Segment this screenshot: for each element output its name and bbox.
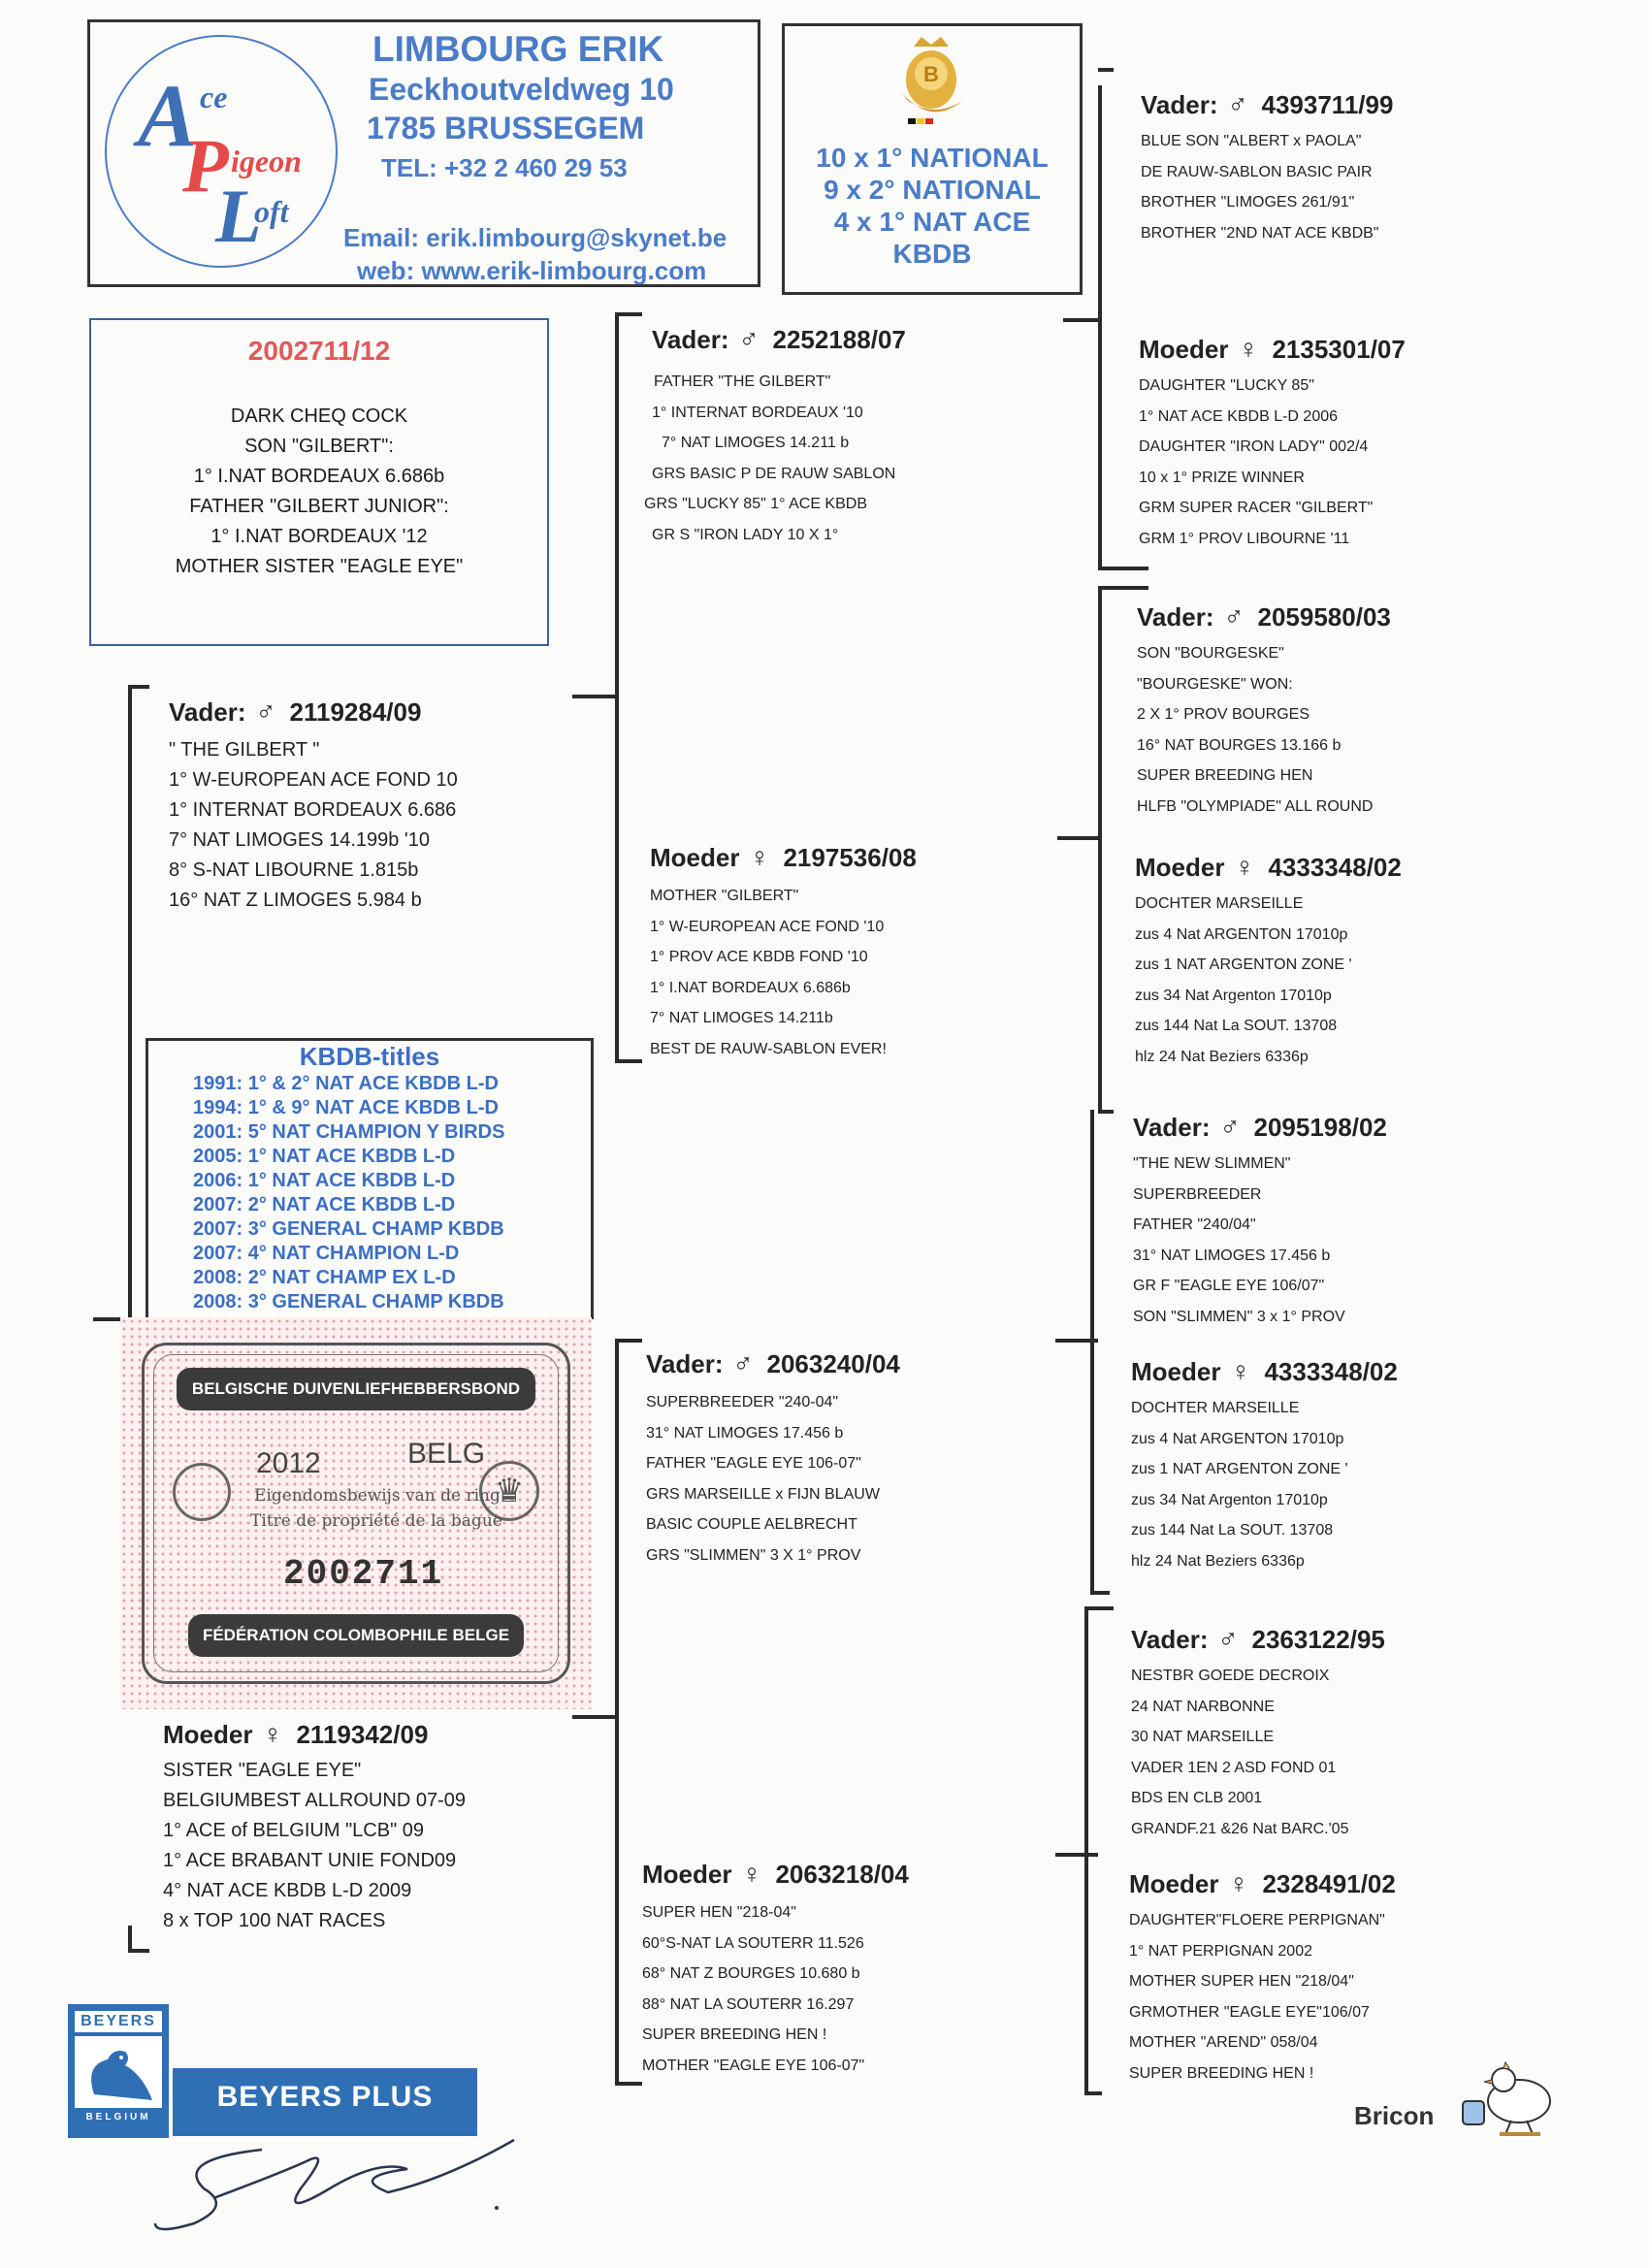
dam-ring: 2119342/09	[296, 1720, 429, 1749]
svg-text:B: B	[923, 62, 939, 86]
gen3-line: DAUGHTER "LUCKY 85"	[1139, 377, 1314, 394]
bricon-pigeon-icon	[1447, 2060, 1564, 2138]
great-grandparent-entry	[1137, 601, 1391, 822]
sire-line: 16° NAT Z LIMOGES 5.984 b	[169, 890, 422, 911]
ring-card-line1: Eigendomsbewijs van de ring	[254, 1486, 501, 1506]
dam-line: 8 x TOP 100 NAT RACES	[163, 1910, 386, 1931]
subject-line: FATHER "GILBERT JUNIOR":	[189, 496, 449, 517]
gen3-line: DOCHTER MARSEILLE	[1135, 895, 1304, 912]
kbdb-title-item: 2007: 3° GENERAL CHAMP KBDB	[193, 1218, 504, 1240]
female-icon: ♀	[1238, 334, 1259, 364]
gen2-line: GRS "SLIMMEN" 3 X 1° PROV	[646, 1546, 861, 1564]
great-grandparent-entry	[1129, 1868, 1396, 2089]
grandsire-maternal	[646, 1348, 900, 1571]
gen2-role: Moeder	[642, 1860, 732, 1889]
gen3-line: VADER 1EN 2 ASD FOND 01	[1131, 1759, 1337, 1776]
gen3-line: "BOURGESKE" WON:	[1137, 675, 1293, 693]
male-icon: ♂	[255, 697, 276, 727]
gen3-line: 30 NAT MARSEILLE	[1131, 1729, 1275, 1745]
breeder-name: LIMBOURG ERIK	[372, 29, 664, 69]
gen3-line: 24 NAT NARBONNE	[1131, 1698, 1275, 1715]
dam-entry	[163, 1719, 466, 1936]
great-grandparent-entry	[1133, 1112, 1387, 1332]
logo-text-oft: oft	[254, 194, 289, 229]
awards-list	[782, 142, 1083, 270]
gen3-ring: 2328491/02	[1262, 1869, 1396, 1898]
gen3-header	[1139, 334, 1406, 365]
gen3-role: Moeder	[1139, 335, 1229, 364]
gen3-line: BROTHER "LIMOGES 261/91"	[1141, 194, 1355, 211]
gen3-line: zus 34 Nat Argenton 17010p	[1135, 987, 1332, 1004]
great-grandparent-entry	[1131, 1624, 1385, 1844]
gen3-ring: 2135301/07	[1272, 335, 1406, 364]
breeder-email[interactable]: Email: erik.limbourg@skynet.be	[343, 223, 728, 252]
gen2-line: 1° INTERNAT BORDEAUX '10	[652, 404, 863, 421]
award-line: 9 x 2° NATIONAL	[824, 175, 1041, 205]
gen2-header	[652, 324, 906, 355]
gen3-line: MOTHER SUPER HEN "218/04"	[1129, 1973, 1354, 1990]
male-icon: ♂	[1227, 89, 1248, 119]
gen3-line: 10 x 1° PRIZE WINNER	[1139, 469, 1305, 486]
gen3-line: SUPERBREEDER	[1133, 1185, 1262, 1203]
ring-card-top-text: BELGISCHE DUIVENLIEFHEBBERSBOND	[191, 1379, 521, 1398]
gen3-line: MOTHER "AREND" 058/04	[1129, 2034, 1318, 2051]
gen3-header	[1131, 1624, 1385, 1655]
gen3-line: 16° NAT BOURGES 13.166 b	[1137, 736, 1342, 754]
gen2-header	[642, 1859, 909, 1890]
gen3-line: BDS EN CLB 2001	[1131, 1790, 1263, 1806]
ring-ownership-card	[120, 1317, 592, 1709]
gen2-line: BEST DE RAUW-SABLON EVER!	[650, 1040, 887, 1057]
gen3-line: zus 1 NAT ARGENTON ZONE '	[1131, 1461, 1348, 1477]
great-grandparent-entry	[1139, 334, 1406, 554]
great-grandparent-entry	[1135, 852, 1402, 1072]
male-icon: ♂	[1223, 601, 1245, 632]
dam-line: SISTER "EAGLE EYE"	[163, 1760, 362, 1781]
kbdb-title-item: 2006: 1° NAT ACE KBDB L-D	[193, 1170, 456, 1191]
female-icon: ♀	[262, 1719, 283, 1749]
gen2-line: 1° I.NAT BORDEAUX 6.686b	[650, 979, 851, 996]
kbdb-title-item: 2005: 1° NAT ACE KBDB L-D	[193, 1146, 456, 1167]
award-line: 10 x 1° NATIONAL	[816, 143, 1049, 173]
male-icon: ♂	[1219, 1112, 1241, 1142]
gen3-line: 2 X 1° PROV BOURGES	[1137, 706, 1310, 723]
gen3-line: 1° NAT ACE KBDB L-D 2006	[1139, 407, 1339, 425]
male-icon: ♂	[732, 1348, 754, 1378]
gen3-line: zus 144 Nat La SOUT. 13708	[1135, 1018, 1338, 1034]
subject-line: SON "GILBERT":	[244, 436, 394, 457]
gen2-line: FATHER "THE GILBERT"	[654, 373, 831, 390]
gen2-ring: 2252188/07	[772, 325, 906, 354]
logo-text-ce: ce	[200, 80, 228, 114]
gen3-role: Moeder	[1129, 1869, 1219, 1898]
breeder-phone: TEL: +32 2 460 29 53	[381, 153, 628, 182]
great-grandparent-entry	[1131, 1356, 1398, 1576]
breeder-street: Eeckhoutveldweg 10	[369, 72, 674, 107]
gen3-ring: 2059580/03	[1257, 602, 1391, 632]
gen2-header	[646, 1348, 900, 1379]
gen3-role: Vader:	[1141, 90, 1218, 119]
award-line: KBDB	[892, 239, 972, 269]
beyers-logo-text: BEYERS	[75, 2011, 162, 2032]
gen2-ring: 2197536/08	[783, 843, 917, 872]
gen3-role: Vader:	[1131, 1625, 1209, 1654]
gen2-ring: 2063240/04	[766, 1349, 900, 1378]
gen3-line: hlz 24 Nat Beziers 6336p	[1131, 1552, 1305, 1570]
sire-entry	[169, 697, 458, 916]
subject-ring-number: 2002711/12	[247, 336, 391, 366]
award-line: 4 x 1° NAT ACE	[833, 207, 1031, 237]
breeder-city: 1785 BRUSSEGEM	[367, 111, 645, 146]
ring-card-line2: Titre de propriété de la bague	[250, 1511, 502, 1531]
subject-line: 1° I.NAT BORDEAUX 6.686b	[193, 466, 445, 487]
gen3-line: zus 4 Nat ARGENTON 17010p	[1135, 925, 1348, 943]
female-icon: ♀	[749, 842, 770, 872]
gen2-line: SUPER HEN "218-04"	[642, 1904, 796, 1921]
female-icon: ♀	[741, 1859, 762, 1889]
dam-line: 1° ACE BRABANT UNIE FOND09	[163, 1850, 457, 1871]
gen3-line: "THE NEW SLIMMEN"	[1133, 1155, 1291, 1172]
sire-role: Vader:	[169, 697, 246, 727]
gen3-line: SON "SLIMMEN" 3 x 1° PROV	[1133, 1308, 1345, 1325]
logo-letter-p: P	[182, 123, 229, 208]
subject-box	[89, 318, 549, 646]
female-icon: ♀	[1230, 1356, 1251, 1386]
logo-text-igeon: igeon	[231, 144, 302, 178]
male-icon: ♂	[738, 324, 760, 354]
signature-icon	[136, 2130, 524, 2237]
gen3-line: GR F "EAGLE EYE 106/07"	[1133, 1278, 1325, 1294]
dam-line: BELGIUMBEST ALLROUND 07-09	[163, 1790, 466, 1811]
gen3-header	[1135, 852, 1402, 883]
female-icon: ♀	[1228, 1868, 1249, 1898]
gen3-line: FATHER "240/04"	[1133, 1216, 1256, 1233]
beyers-logo	[68, 2004, 169, 2138]
gen2-line: 7° NAT LIMOGES 14.211 b	[662, 435, 850, 451]
gen2-line: 68° NAT Z BOURGES 10.680 b	[642, 1965, 860, 1982]
gen2-line: 88° NAT LA SOUTERR 16.297	[642, 1995, 855, 2013]
gen2-line: 1° PROV ACE KBDB FOND '10	[650, 949, 868, 965]
gen2-line: FATHER "EAGLE EYE 106-07"	[646, 1455, 861, 1472]
ring-card-crown-icon: ♛	[479, 1461, 539, 1521]
subject-line: MOTHER SISTER "EAGLE EYE"	[175, 556, 464, 577]
gen3-line: BLUE SON "ALBERT x PAOLA"	[1141, 133, 1362, 149]
sire-line: 1° INTERNAT BORDEAUX 6.686	[169, 799, 457, 821]
gen2-line: MOTHER "EAGLE EYE 106-07"	[642, 2057, 865, 2074]
gen2-line: SUPERBREEDER "240-04"	[646, 1394, 839, 1410]
gen2-header	[650, 842, 917, 873]
gen2-role: Vader:	[652, 325, 729, 354]
subject-line: 1° I.NAT BORDEAUX '12	[210, 526, 428, 547]
kbdb-title-item: 2008: 2° NAT CHAMP EX L-D	[193, 1267, 456, 1288]
gen3-header	[1141, 89, 1393, 120]
male-icon: ♂	[1217, 1624, 1239, 1654]
gen3-ring: 4333348/02	[1264, 1357, 1398, 1386]
gen3-line: DAUGHTER "IRON LADY" 002/4	[1139, 438, 1369, 455]
sire-line: 1° W-EUROPEAN ACE FOND 10	[169, 769, 458, 791]
kbdb-title-item: 2007: 4° NAT CHAMPION L-D	[193, 1243, 460, 1264]
kbdb-title-item: 2007: 2° NAT ACE KBDB L-D	[193, 1194, 456, 1215]
ring-card-country: BELG	[407, 1438, 486, 1470]
sire-line: 8° S-NAT LIBOURNE 1.815b	[169, 859, 419, 881]
gen2-line: 31° NAT LIMOGES 17.456 b	[646, 1424, 844, 1442]
gen3-role: Moeder	[1131, 1357, 1221, 1386]
grandsire-paternal	[644, 324, 906, 550]
granddam-paternal	[650, 842, 917, 1064]
ring-card-number: 2002711	[283, 1554, 444, 1594]
ace-pigeon-loft-logo	[105, 35, 338, 268]
gen3-line: GRANDF.21 &26 Nat BARC.'05	[1131, 1820, 1349, 1837]
female-icon: ♀	[1234, 852, 1255, 882]
granddam-maternal	[642, 1859, 909, 2081]
gen3-header	[1137, 601, 1391, 632]
gen2-line: GRS "LUCKY 85" 1° ACE KBDB	[644, 496, 867, 512]
gen3-line: SUPER BREEDING HEN !	[1129, 2064, 1314, 2082]
gen2-line: BASIC COUPLE AELBRECHT	[646, 1516, 857, 1533]
gen3-header	[1129, 1868, 1396, 1899]
gen3-line: zus 4 Nat ARGENTON 17010p	[1131, 1430, 1344, 1447]
gen3-role: Vader:	[1137, 602, 1214, 632]
gen3-role: Moeder	[1135, 853, 1225, 882]
gen3-line: 31° NAT LIMOGES 17.456 b	[1133, 1247, 1331, 1264]
beyers-belgium-text: BELGIUM	[85, 2112, 151, 2122]
gen3-line: DAUGHTER"FLOERE PERPIGNAN"	[1129, 1912, 1385, 1928]
bricon-label: Bricon	[1354, 2101, 1435, 2130]
kbdb-titles-heading: KBDB-titles	[299, 1042, 440, 1071]
gen3-line: GRM SUPER RACER "GILBERT"	[1139, 500, 1374, 516]
gen2-line: GRS MARSEILLE x FIJN BLAUW	[646, 1485, 880, 1503]
gen3-ring: 4393711/99	[1261, 90, 1394, 119]
sire-line: 7° NAT LIMOGES 14.199b '10	[169, 829, 430, 851]
gen3-line: DOCHTER MARSEILLE	[1131, 1400, 1300, 1416]
gen3-role: Vader:	[1133, 1113, 1211, 1142]
sire-ring: 2119284/09	[289, 697, 422, 727]
beyers-plus-logo: BEYERS PLUS	[173, 2068, 477, 2136]
breeder-website[interactable]: web: www.erik-limbourg.com	[357, 256, 707, 285]
pigeon-icon	[75, 2036, 162, 2108]
kbdb-title-item: 2001: 5° NAT CHAMPION Y BIRDS	[193, 1121, 505, 1143]
gen3-line: SON "BOURGESKE"	[1137, 645, 1284, 662]
dam-line: 1° ACE of BELGIUM "LCB" 09	[163, 1820, 424, 1841]
ring-card-ornament-left-icon	[173, 1463, 231, 1521]
kbdb-title-item: 1991: 1° & 2° NAT ACE KBDB L-D	[193, 1073, 499, 1094]
gen2-line: GRS BASIC P DE RAUW SABLON	[652, 465, 896, 482]
gen3-line: hlz 24 Nat Beziers 6336p	[1135, 1048, 1309, 1065]
gen3-ring: 2363122/95	[1251, 1625, 1385, 1654]
gen3-line: zus 144 Nat La SOUT. 13708	[1131, 1522, 1334, 1539]
gen2-line: 7° NAT LIMOGES 14.211b	[650, 1010, 833, 1026]
gen2-line: MOTHER "GILBERT"	[650, 888, 799, 904]
gen3-line: SUPER BREEDING HEN	[1137, 767, 1313, 784]
gen2-line: GR S "IRON LADY 10 X 1°	[652, 526, 839, 543]
gen3-line: zus 34 Nat Argenton 17010p	[1131, 1491, 1328, 1508]
gen3-header	[1131, 1356, 1398, 1387]
gen3-ring: 4333348/02	[1268, 853, 1402, 882]
kbdb-titles-box	[146, 1038, 594, 1319]
gen3-line: DE RAUW-SABLON BASIC PAIR	[1141, 163, 1373, 180]
gen3-line: BROTHER "2ND NAT ACE KBDB"	[1141, 224, 1379, 242]
gen2-role: Moeder	[650, 843, 740, 872]
gen3-line: zus 1 NAT ARGENTON ZONE '	[1135, 956, 1352, 973]
gen3-line: 1° NAT PERPIGNAN 2002	[1129, 1942, 1312, 1960]
gen3-ring: 2095198/02	[1253, 1113, 1387, 1142]
dam-header	[163, 1719, 466, 1750]
gen2-role: Vader:	[646, 1349, 724, 1378]
kbdb-crest-icon	[885, 33, 978, 130]
gen2-line: 1° W-EUROPEAN ACE FOND '10	[650, 918, 885, 935]
gen2-ring: 2063218/04	[775, 1860, 909, 1889]
gen3-line: HLFB "OLYMPIADE" ALL ROUND	[1137, 797, 1374, 815]
dam-role: Moeder	[163, 1720, 253, 1749]
dam-line: 4° NAT ACE KBDB L-D 2009	[163, 1880, 412, 1901]
ring-card-year: 2012	[256, 1447, 321, 1479]
ring-card-bottom-text: FÉDÉRATION COLOMBOPHILE BELGE	[202, 1626, 510, 1644]
gen2-line: SUPER BREEDING HEN !	[642, 2026, 827, 2043]
kbdb-title-item: 2008: 3° GENERAL CHAMP KBDB	[193, 1291, 504, 1312]
gen3-line: NESTBR GOEDE DECROIX	[1131, 1668, 1330, 1684]
logo-letter-l: L	[215, 174, 262, 258]
subject-line: DARK CHEQ COCK	[230, 405, 408, 427]
gen3-header	[1133, 1112, 1387, 1143]
sire-header	[169, 697, 458, 728]
gen2-line: 60°S-NAT LA SOUTERR 11.526	[642, 1934, 864, 1952]
gen3-line: GRMOTHER "EAGLE EYE"106/07	[1129, 2003, 1370, 2021]
gen3-line: GRM 1° PROV LIBOURNE '11	[1139, 530, 1350, 547]
logo-letter-a: A	[138, 66, 198, 165]
great-grandparent-entry	[1141, 89, 1393, 248]
kbdb-title-item: 1994: 1° & 9° NAT ACE KBDB L-D	[193, 1097, 499, 1118]
sire-line: " THE GILBERT "	[169, 739, 320, 761]
